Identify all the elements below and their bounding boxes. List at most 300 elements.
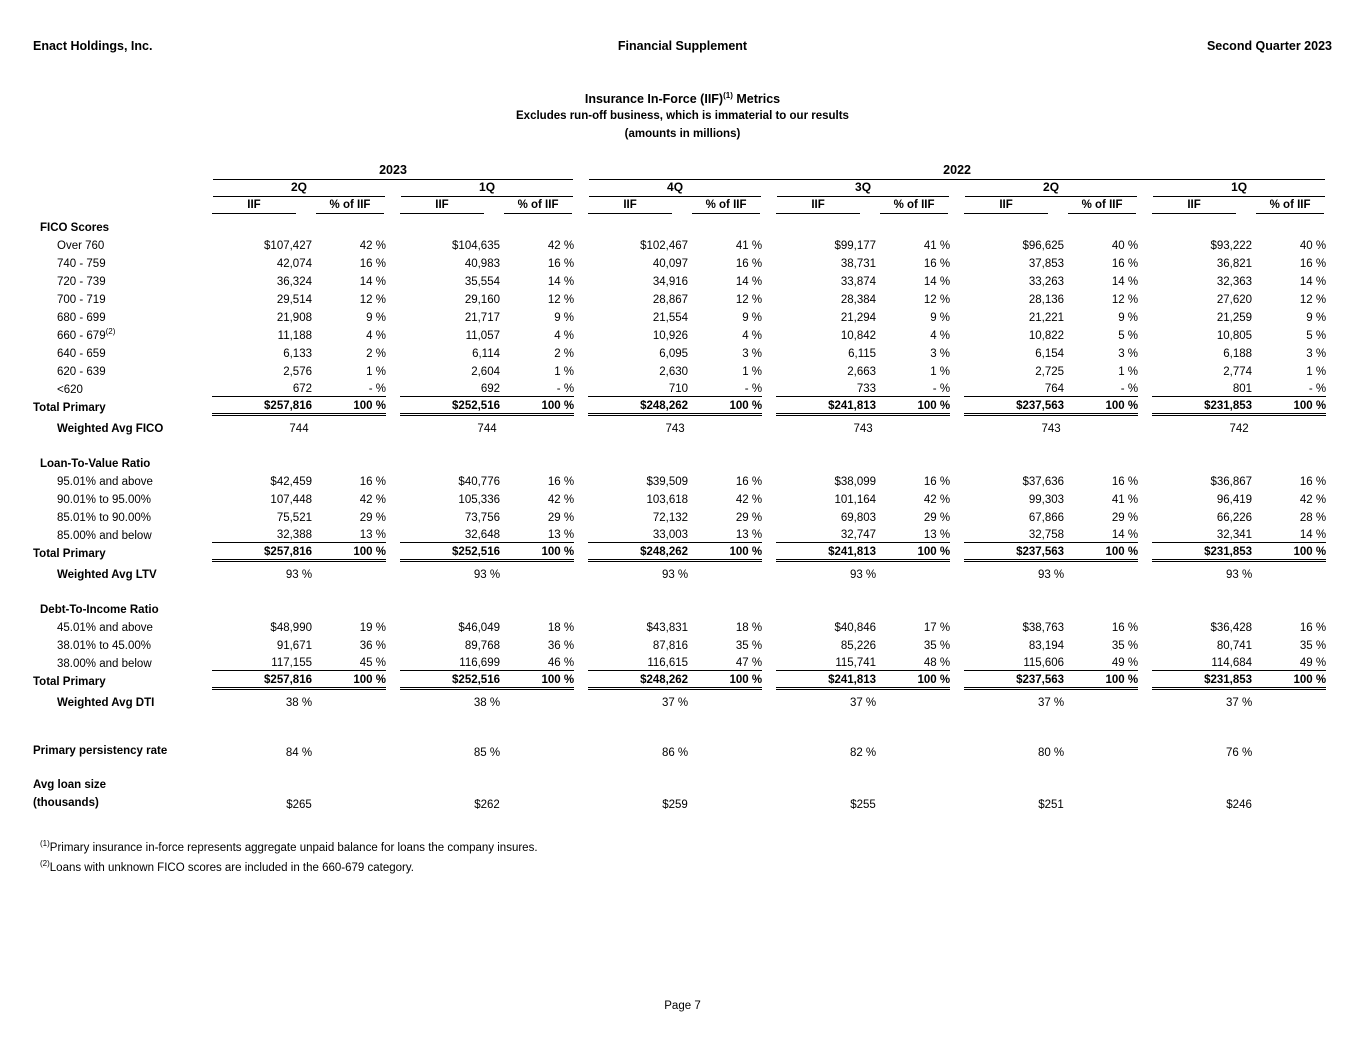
total-iif-value: $241,813 bbox=[776, 671, 876, 689]
metric-value: 86 % bbox=[661, 746, 689, 759]
quarter-header-cell bbox=[212, 180, 386, 197]
iif-value: 2,576 bbox=[283, 365, 312, 378]
row-label bbox=[33, 343, 212, 361]
gap-cell bbox=[574, 776, 588, 812]
gap-cell bbox=[1326, 253, 1340, 271]
iif-value: $46,049 bbox=[458, 621, 500, 634]
section-heading-row bbox=[33, 596, 1340, 617]
gap-cell bbox=[762, 561, 776, 582]
iif-column-label: IIF bbox=[400, 199, 484, 214]
section-heading-row bbox=[33, 450, 1340, 471]
iif-value: 117,155 bbox=[271, 657, 312, 670]
row-label-text: 85.00% and below bbox=[57, 529, 152, 542]
total-iif-value: $252,516 bbox=[400, 397, 500, 415]
pct-value: 18 % bbox=[735, 621, 763, 634]
quarter-header-cell bbox=[964, 180, 1138, 197]
gap-cell bbox=[1138, 253, 1152, 271]
gap-cell bbox=[386, 361, 400, 379]
iif-value: 40,097 bbox=[652, 257, 689, 270]
pct-value: - % bbox=[744, 383, 763, 396]
gap-cell bbox=[1326, 489, 1340, 507]
gap-cell bbox=[574, 253, 588, 271]
gap-cell bbox=[1138, 397, 1152, 415]
iif-value: 33,003 bbox=[652, 529, 689, 542]
gap-cell bbox=[950, 271, 964, 289]
metric-label bbox=[33, 776, 212, 812]
pct-value: 14 % bbox=[1111, 529, 1139, 542]
year-header-row bbox=[33, 163, 1340, 180]
iif-value: 105,336 bbox=[458, 493, 500, 506]
table-row bbox=[33, 653, 1340, 671]
iif-value: 73,756 bbox=[464, 511, 500, 524]
iif-value: 32,363 bbox=[1216, 275, 1253, 288]
pct-value: 42 % bbox=[547, 239, 575, 252]
pct-value: 12 % bbox=[1111, 293, 1139, 306]
gap-cell bbox=[1326, 343, 1340, 361]
gap-cell bbox=[762, 415, 776, 436]
section-spacer bbox=[33, 582, 1340, 596]
pct-column-header bbox=[312, 197, 386, 214]
gap-cell bbox=[762, 471, 776, 489]
gap-cell bbox=[950, 525, 964, 543]
table-row bbox=[33, 253, 1340, 271]
pct-value: 13 % bbox=[735, 529, 763, 542]
iif-value: 6,095 bbox=[659, 347, 689, 360]
metric-label-line: Primary persistency rate bbox=[33, 744, 168, 757]
metric-value: 85 % bbox=[473, 746, 501, 759]
section-spacer-row bbox=[33, 582, 1340, 596]
weighted-avg-value: 93 % bbox=[1037, 568, 1065, 581]
pct-value: 18 % bbox=[547, 621, 575, 634]
gap-cell bbox=[1138, 180, 1152, 197]
weighted-avg-value: 93 % bbox=[1225, 568, 1253, 581]
iif-value: 32,758 bbox=[1028, 529, 1065, 542]
iif-value: 116,615 bbox=[647, 657, 689, 670]
iif-value: $43,831 bbox=[646, 621, 689, 634]
pct-value: 4 % bbox=[930, 329, 951, 342]
gap-cell bbox=[1138, 617, 1152, 635]
table-row bbox=[33, 271, 1340, 289]
pct-value: 16 % bbox=[1299, 621, 1327, 634]
pct-value: 42 % bbox=[1299, 493, 1327, 506]
gap-cell bbox=[762, 617, 776, 635]
gap-cell bbox=[574, 653, 588, 671]
iif-value: 10,926 bbox=[652, 329, 689, 342]
row-label-text: 38.01% to 45.00% bbox=[57, 639, 151, 652]
iif-value: 6,154 bbox=[1035, 347, 1065, 360]
iif-value: 34,916 bbox=[652, 275, 689, 288]
gap-cell bbox=[762, 307, 776, 325]
gap-cell bbox=[386, 507, 400, 525]
total-label: Total Primary bbox=[33, 401, 106, 414]
pct-column-label: % of IIF bbox=[880, 199, 948, 214]
iif-value: 69,803 bbox=[840, 511, 877, 524]
report-title-superscript: (1) bbox=[723, 90, 733, 100]
pct-value: 9 % bbox=[1118, 311, 1139, 324]
metric-value: 82 % bbox=[849, 746, 877, 759]
pct-column-header bbox=[876, 197, 950, 214]
gap-cell bbox=[950, 361, 964, 379]
iif-value: 67,866 bbox=[1028, 511, 1065, 524]
weighted-avg-value: 37 % bbox=[1037, 696, 1065, 709]
total-iif-value: $241,813 bbox=[776, 543, 876, 561]
gap-cell bbox=[386, 253, 400, 271]
iif-value: $42,459 bbox=[270, 475, 312, 488]
iif-value: $96,625 bbox=[1022, 239, 1065, 252]
table-row bbox=[33, 361, 1340, 379]
pct-value: 9 % bbox=[742, 311, 763, 324]
total-row bbox=[33, 543, 1340, 561]
corner-cell bbox=[33, 197, 212, 214]
pct-value: 42 % bbox=[735, 493, 763, 506]
iif-value: 42,074 bbox=[276, 257, 312, 270]
iif-value: 21,908 bbox=[276, 311, 312, 324]
year-label: 2022 bbox=[589, 163, 1325, 179]
total-iif-value: $257,816 bbox=[212, 543, 312, 561]
row-label bbox=[33, 489, 212, 507]
page-footer bbox=[0, 1000, 1365, 1012]
corner-cell bbox=[33, 180, 212, 197]
pct-value: 42 % bbox=[923, 493, 951, 506]
gap-cell bbox=[386, 307, 400, 325]
iif-value: 91,671 bbox=[276, 639, 312, 652]
iif-value: 115,606 bbox=[1023, 657, 1065, 670]
row-label bbox=[33, 307, 212, 325]
iif-value: 764 bbox=[1044, 383, 1065, 396]
report-title-suffix: Metrics bbox=[732, 91, 781, 106]
gap-cell bbox=[574, 689, 588, 710]
pct-value: - % bbox=[1120, 383, 1139, 396]
gap-cell bbox=[574, 561, 588, 582]
period-label: Second Quarter 2023 bbox=[1206, 39, 1332, 53]
year-header-cell bbox=[212, 163, 574, 180]
pct-value: 12 % bbox=[547, 293, 575, 306]
pct-value: 9 % bbox=[930, 311, 951, 324]
row-label bbox=[33, 635, 212, 653]
pct-value: 3 % bbox=[1118, 347, 1139, 360]
pct-column-label: % of IIF bbox=[316, 199, 384, 214]
gap-cell bbox=[386, 776, 400, 812]
pct-value: 1 % bbox=[1306, 365, 1327, 378]
quarter-header-row bbox=[33, 180, 1340, 197]
iif-value: 35,554 bbox=[464, 275, 500, 288]
footnotes bbox=[33, 838, 1332, 878]
total-iif-value: $237,563 bbox=[964, 397, 1064, 415]
gap-cell bbox=[574, 415, 588, 436]
pct-value: 3 % bbox=[930, 347, 951, 360]
gap-cell bbox=[1326, 776, 1340, 812]
weighted-avg-value: 37 % bbox=[849, 696, 877, 709]
iif-value: 72,132 bbox=[652, 511, 689, 524]
quarter-label: 2Q bbox=[213, 181, 385, 197]
pct-value: 13 % bbox=[359, 529, 386, 542]
gap-cell bbox=[762, 507, 776, 525]
gap-cell bbox=[574, 271, 588, 289]
gap-cell bbox=[386, 289, 400, 307]
pct-value: 16 % bbox=[923, 475, 951, 488]
iif-value: 87,816 bbox=[652, 639, 689, 652]
iif-value: 733 bbox=[856, 383, 877, 396]
pct-value: 1 % bbox=[366, 365, 386, 378]
gap-cell bbox=[950, 689, 964, 710]
gap-cell bbox=[574, 325, 588, 343]
gap-cell bbox=[386, 561, 400, 582]
iif-value: 32,648 bbox=[464, 529, 500, 542]
metric-spacer-row bbox=[33, 724, 1340, 742]
weighted-avg-value: 743 bbox=[853, 422, 873, 435]
weighted-avg-value: 37 % bbox=[661, 696, 689, 709]
gap-cell bbox=[574, 343, 588, 361]
pct-value: 2 % bbox=[554, 347, 575, 360]
pct-value: 16 % bbox=[735, 475, 763, 488]
iif-value: $99,177 bbox=[834, 239, 877, 252]
pct-value: 16 % bbox=[735, 257, 763, 270]
quarter-label: 3Q bbox=[777, 181, 949, 197]
row-label-text: 640 - 659 bbox=[57, 347, 106, 360]
gap-cell bbox=[1138, 197, 1152, 214]
report-subtitle-1: Excludes run-off business, which is immaterial to our results bbox=[516, 110, 849, 123]
pct-value: 42 % bbox=[547, 493, 575, 506]
total-pct-value: 100 % bbox=[312, 543, 386, 561]
pct-value: 29 % bbox=[547, 511, 575, 524]
pct-value: 49 % bbox=[1111, 657, 1139, 670]
weighted-avg-value: 37 % bbox=[1225, 696, 1253, 709]
gap-cell bbox=[1326, 561, 1340, 582]
gap-cell bbox=[1138, 289, 1152, 307]
gap-cell bbox=[574, 397, 588, 415]
row-label bbox=[33, 525, 212, 543]
pct-value: - % bbox=[368, 383, 386, 396]
iif-value: 2,604 bbox=[471, 365, 500, 378]
gap-cell bbox=[762, 489, 776, 507]
section-spacer-row bbox=[33, 436, 1340, 450]
pct-value: 41 % bbox=[923, 239, 951, 252]
gap-cell bbox=[1326, 507, 1340, 525]
metric-value: 76 % bbox=[1225, 746, 1253, 759]
gap-cell bbox=[386, 379, 400, 397]
pct-value: 5 % bbox=[1118, 329, 1139, 342]
iif-value: 28,384 bbox=[840, 293, 877, 306]
gap-cell bbox=[386, 617, 400, 635]
gap-cell bbox=[386, 525, 400, 543]
gap-cell bbox=[386, 325, 400, 343]
pct-value: 42 % bbox=[359, 239, 386, 252]
pct-value: 16 % bbox=[547, 475, 575, 488]
total-pct-value: 100 % bbox=[1064, 397, 1138, 415]
table-row bbox=[33, 289, 1340, 307]
weighted-avg-value: 93 % bbox=[473, 568, 501, 581]
total-label: Total Primary bbox=[33, 547, 106, 560]
gap-cell bbox=[386, 543, 400, 561]
gap-cell bbox=[762, 525, 776, 543]
table-row bbox=[33, 325, 1340, 343]
section-spacer bbox=[33, 436, 1340, 450]
gap-cell bbox=[386, 397, 400, 415]
gap-cell bbox=[950, 235, 964, 253]
quarter-header-cell bbox=[588, 180, 762, 197]
weighted-avg-value: 743 bbox=[665, 422, 685, 435]
row-label bbox=[33, 617, 212, 635]
iif-value: 80,741 bbox=[1216, 639, 1253, 652]
report-subtitle-2: (amounts in millions) bbox=[624, 127, 741, 140]
iif-value: 6,133 bbox=[283, 347, 312, 360]
iif-column-header bbox=[588, 197, 688, 214]
gap-cell bbox=[1138, 471, 1152, 489]
iif-value: 710 bbox=[668, 383, 689, 396]
iif-value: 89,768 bbox=[464, 639, 500, 652]
pct-value: 3 % bbox=[1306, 347, 1327, 360]
row-label bbox=[33, 507, 212, 525]
weighted-avg-row bbox=[33, 561, 1340, 582]
row-label-text: 700 - 719 bbox=[57, 293, 106, 306]
iif-value: $38,763 bbox=[1022, 621, 1065, 634]
row-label bbox=[33, 653, 212, 671]
pct-column-header bbox=[1064, 197, 1138, 214]
iif-value: $40,776 bbox=[458, 475, 500, 488]
gap-cell bbox=[574, 289, 588, 307]
row-label-text: 680 - 699 bbox=[57, 311, 106, 324]
row-label-text: <620 bbox=[57, 383, 83, 396]
gap-cell bbox=[1138, 379, 1152, 397]
metric-spacer-row bbox=[33, 760, 1340, 776]
pct-value: 12 % bbox=[359, 293, 386, 306]
iif-value: $93,222 bbox=[1210, 239, 1253, 252]
metric-spacer bbox=[33, 760, 1340, 776]
total-pct-value: 100 % bbox=[1252, 397, 1326, 415]
weighted-avg-value: 743 bbox=[1041, 422, 1061, 435]
gap-cell bbox=[950, 561, 964, 582]
gap-cell bbox=[1138, 343, 1152, 361]
iif-value: 66,226 bbox=[1216, 511, 1253, 524]
pct-value: 3 % bbox=[742, 347, 763, 360]
total-pct-value: 100 % bbox=[876, 397, 950, 415]
pct-value: 35 % bbox=[735, 639, 763, 652]
pct-value: 4 % bbox=[366, 329, 386, 342]
gap-cell bbox=[386, 671, 400, 689]
iif-value: 115,741 bbox=[835, 657, 877, 670]
pct-value: 16 % bbox=[1111, 257, 1139, 270]
gap-cell bbox=[950, 397, 964, 415]
iif-value: 2,725 bbox=[1035, 365, 1065, 378]
iif-column-header bbox=[964, 197, 1064, 214]
gap-cell bbox=[1138, 307, 1152, 325]
document-title: Financial Supplement bbox=[617, 39, 748, 53]
gap-cell bbox=[574, 235, 588, 253]
gap-cell bbox=[574, 471, 588, 489]
gap-cell bbox=[762, 543, 776, 561]
metric-label-line: Avg loan size bbox=[33, 778, 107, 791]
gap-cell bbox=[1138, 671, 1152, 689]
iif-value: 75,521 bbox=[276, 511, 312, 524]
total-pct-value: 100 % bbox=[688, 671, 762, 689]
pct-value: 14 % bbox=[547, 275, 575, 288]
row-label-text: 38.00% and below bbox=[57, 657, 152, 670]
quarter-label: 1Q bbox=[1153, 181, 1325, 197]
total-pct-value: 100 % bbox=[500, 671, 574, 689]
pct-column-label: % of IIF bbox=[1256, 199, 1324, 214]
gap-cell bbox=[950, 617, 964, 635]
gap-cell bbox=[386, 271, 400, 289]
iif-value: 32,388 bbox=[276, 529, 312, 542]
iif-value: 38,731 bbox=[840, 257, 877, 270]
iif-value: 114,684 bbox=[1211, 657, 1253, 670]
pct-value: 14 % bbox=[1299, 529, 1327, 542]
iif-column-header bbox=[212, 197, 312, 214]
gap-cell bbox=[1326, 525, 1340, 543]
gap-cell bbox=[762, 635, 776, 653]
iif-value: $48,990 bbox=[270, 621, 312, 634]
iif-value: 692 bbox=[480, 383, 500, 396]
gap-cell bbox=[762, 361, 776, 379]
row-label bbox=[33, 471, 212, 489]
metric-spacer bbox=[33, 724, 1340, 742]
gap-cell bbox=[386, 742, 400, 760]
gap-cell bbox=[950, 253, 964, 271]
gap-cell bbox=[950, 742, 964, 760]
iif-value: 33,263 bbox=[1028, 275, 1065, 288]
pct-value: 29 % bbox=[1111, 511, 1139, 524]
iif-value: 85,226 bbox=[840, 639, 877, 652]
gap-cell bbox=[762, 289, 776, 307]
iif-value: 103,618 bbox=[646, 493, 689, 506]
gap-cell bbox=[386, 635, 400, 653]
pct-value: 36 % bbox=[359, 639, 386, 652]
gap-cell bbox=[950, 543, 964, 561]
gap-cell bbox=[386, 471, 400, 489]
gap-cell bbox=[1326, 543, 1340, 561]
pct-value: 16 % bbox=[359, 475, 386, 488]
gap-cell bbox=[762, 271, 776, 289]
iif-value: $102,467 bbox=[640, 239, 689, 252]
company-name: Enact Holdings, Inc. bbox=[33, 39, 153, 53]
pct-value: 16 % bbox=[547, 257, 575, 270]
pct-value: 29 % bbox=[735, 511, 763, 524]
gap-cell bbox=[1138, 742, 1152, 760]
gap-cell bbox=[1326, 163, 1340, 180]
pct-value: 12 % bbox=[735, 293, 763, 306]
report-title bbox=[33, 90, 1332, 109]
gap-cell bbox=[950, 379, 964, 397]
iif-column-label: IIF bbox=[964, 199, 1048, 214]
iif-value: $38,099 bbox=[834, 475, 877, 488]
gap-cell bbox=[762, 742, 776, 760]
gap-cell bbox=[1138, 525, 1152, 543]
iif-value: 32,747 bbox=[840, 529, 877, 542]
footnote-2-text: Loans with unknown FICO scores are included in the 660-679 category. bbox=[49, 861, 414, 874]
pct-value: 13 % bbox=[923, 529, 951, 542]
report-title-block bbox=[33, 90, 1332, 143]
gap-cell bbox=[574, 163, 588, 180]
total-pct-value: 100 % bbox=[688, 397, 762, 415]
gap-cell bbox=[574, 635, 588, 653]
weighted-avg-value: 742 bbox=[1229, 422, 1249, 435]
gap-cell bbox=[950, 635, 964, 653]
gap-cell bbox=[1326, 415, 1340, 436]
iif-value: 2,630 bbox=[659, 365, 689, 378]
pct-value: 5 % bbox=[1306, 329, 1327, 342]
gap-cell bbox=[386, 489, 400, 507]
gap-cell bbox=[1326, 307, 1340, 325]
gap-cell bbox=[1138, 543, 1152, 561]
iif-value: 10,805 bbox=[1216, 329, 1253, 342]
gap-cell bbox=[574, 671, 588, 689]
year-label: 2023 bbox=[213, 163, 573, 179]
total-row bbox=[33, 671, 1340, 689]
gap-cell bbox=[1138, 507, 1152, 525]
iif-value: 21,294 bbox=[840, 311, 877, 324]
gap-cell bbox=[950, 343, 964, 361]
pct-value: 14 % bbox=[1111, 275, 1139, 288]
